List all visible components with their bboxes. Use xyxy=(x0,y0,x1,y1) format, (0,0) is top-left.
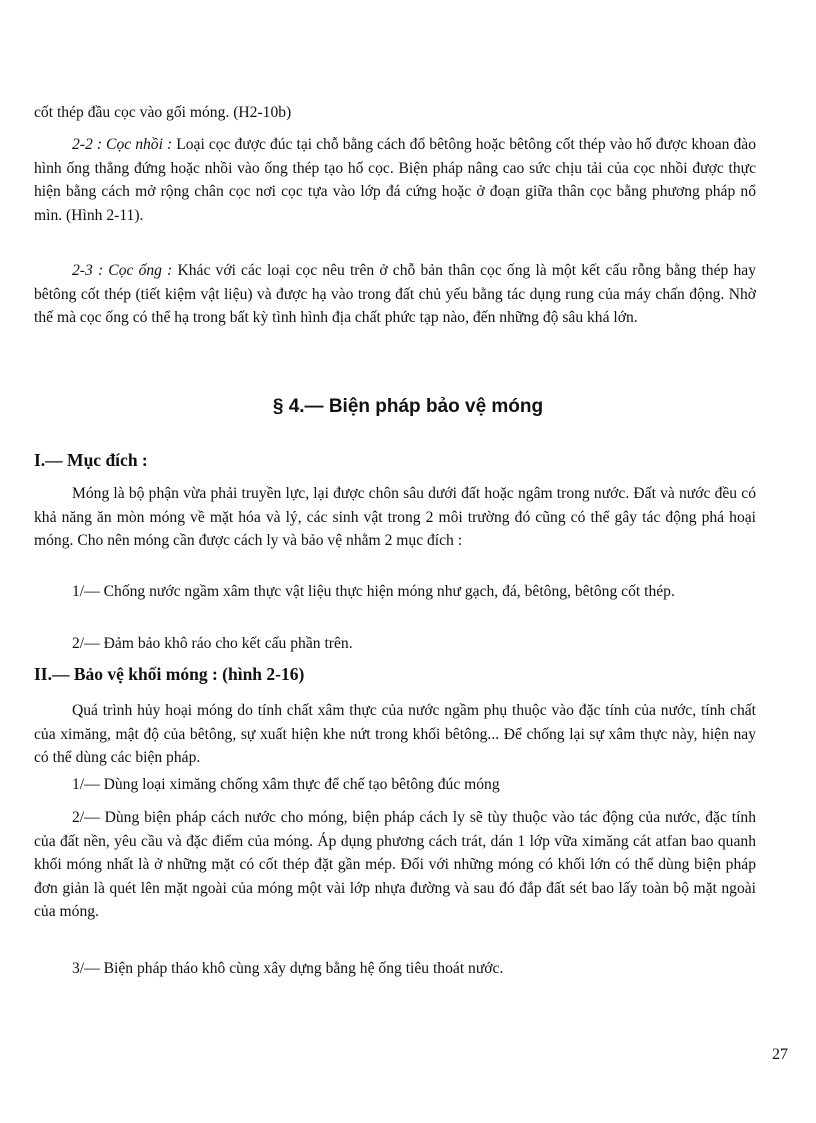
paragraph-bien-phap-3: 3/— Biện pháp tháo khô cùng xây dựng bằng hệ ống tiêu thoát nước. xyxy=(72,960,504,977)
label-coc-nhoi: 2-2 : Cọc nhồi : xyxy=(72,136,173,153)
label-coc-ong: 2-3 : Cọc ống : xyxy=(72,262,173,279)
paragraph-bien-phap-1: 1/— Dùng loại ximăng chống xâm thực để chế tạo bêtông đúc móng xyxy=(72,776,500,793)
subheading-bao-ve-khoi-mong: II.— Bảo vệ khối móng : (hình 2-16) xyxy=(34,664,305,684)
paragraph-item-2: 2/— Đảm bảo khô ráo cho kết cấu phần trên. xyxy=(72,635,353,652)
subheading-muc-dich: I.— Mục đích : xyxy=(34,450,148,470)
section-title: § 4.— Biện pháp bảo vệ móng xyxy=(272,396,544,417)
text-coc-nhoi: Loại cọc được đúc tại chỗ bằng cách đổ bêtông hoặc bêtông cốt thép vào hố được khoan đào hình ống thẳng đứng hoặc nhồi vào ống thép tạo hố cọc. Biện pháp nâng cao sức chịu tải của cọc nhồi được thực hiện bằng cách mở rộng chân cọc nơi cọc tựa vào lớp đá cứng hoặc ở đoạn giữa thân cọc bằng phương pháp nổ mìn. (Hình 2-11). xyxy=(34,136,756,224)
paragraph-item-1: 1/— Chống nước ngầm xâm thực vật liệu thực hiện móng như gạch, đá, bêtông, bêtông cốt thép. xyxy=(72,583,675,600)
paragraph-qua-trinh: Quá trình hủy hoại móng do tính chất xâm thực của nước ngầm phụ thuộc vào đặc tính của nước, tính chất của ximăng, mật độ của bêtông, sự xuất hiện khe nứt trong khối bêtông... Để chống lại sự xâm thực này, hiện nay có thể dùng các biện pháp. xyxy=(34,702,756,766)
paragraph-coc-nhoi xyxy=(34,133,756,227)
page-number: 27 xyxy=(772,1046,788,1063)
paragraph-intro: cốt thép đầu cọc vào gối móng. (H2-10b) xyxy=(34,104,292,121)
text-coc-ong: Khác với các loại cọc nêu trên ở chỗ bản thân cọc ống là một kết cấu rỗng bằng thép hay bêtông cốt thép (tiết kiệm vật liệu) và được hạ vào trong đất chủ yếu bằng tác dụng rung của máy chấn động. Nhờ thế mà cọc ống có thể hạ trong bất kỳ tình hình địa chất phức tạp nào, đến những độ sâu khá lớn. xyxy=(34,262,756,326)
paragraph-bien-phap-2: 2/— Dùng biện pháp cách nước cho móng, biện pháp cách ly sẽ tùy thuộc vào tác động của nước, đặc tính của đất nền, yêu cầu và đặc điểm của móng. Áp dụng phương cách trát, dán 1 lớp vữa ximăng cát atfan bao quanh khối móng nhất là ở những mặt có cốt thép đặt gần mép. Đối với những móng có khối lớn có thể dùng biện pháp đơn giản là quét lên mặt ngoài của móng một vài lớp nhựa đường và sau đó đắp đất sét bao lấy toàn bộ mặt ngoài của móng. xyxy=(34,809,756,920)
paragraph-muc-dich: Móng là bộ phận vừa phải truyền lực, lại được chôn sâu dưới đất hoặc ngâm trong nước. Đất và nước đều có khả năng ăn mòn móng về mặt hóa và lý, các sinh vật trong 2 môi trường đó cũng có thể gây tác động phá hoại móng. Cho nên móng cần được cách ly và bảo vệ nhằm 2 mục đích : xyxy=(34,485,756,549)
paragraph-coc-ong xyxy=(34,259,756,330)
